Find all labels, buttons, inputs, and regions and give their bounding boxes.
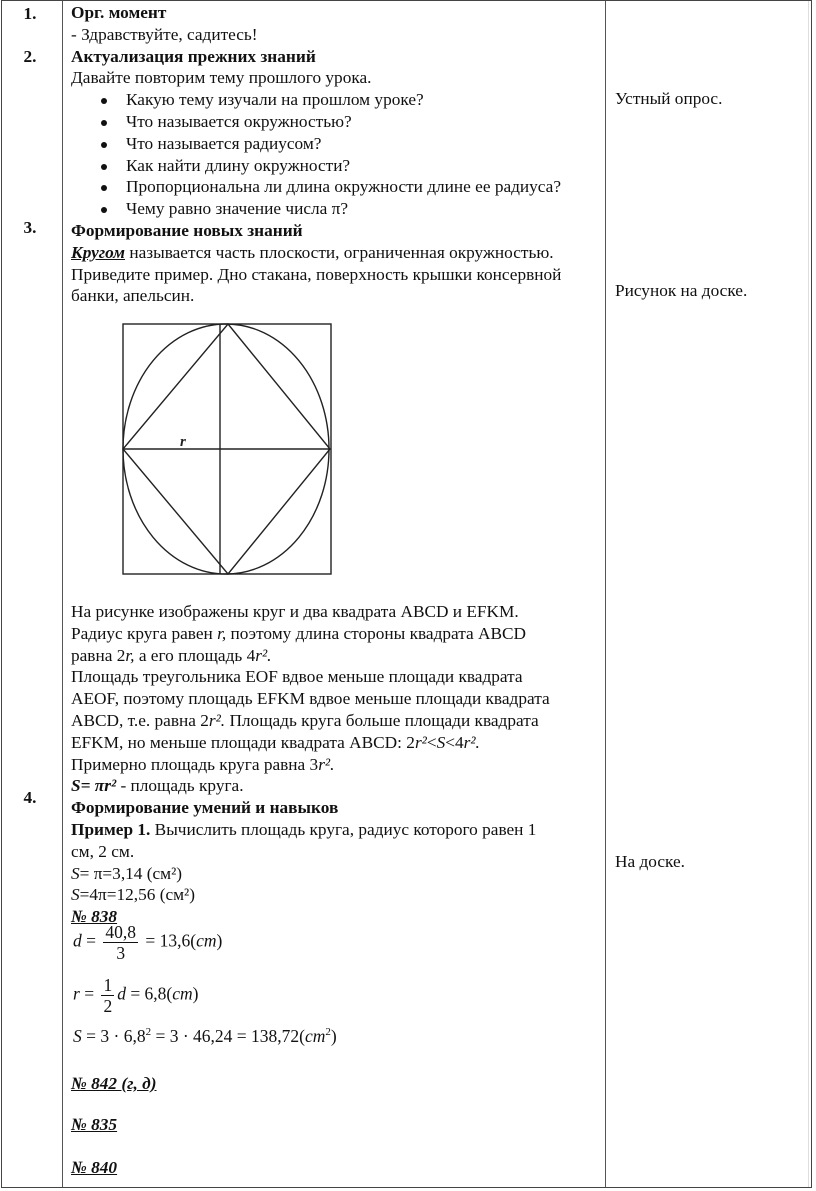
example-1-cont: см, 2 см. [71, 841, 135, 861]
definition-term: Кругом [71, 242, 126, 262]
list-item: Какую тему изучали на прошлом уроке? [71, 89, 599, 111]
calc-line-2: S=4π=12,56 (см²) [71, 885, 195, 905]
section-title-new-knowledge: Формирование новых знаний [71, 220, 303, 240]
explanation-line: Площадь треугольника EOF вдвое меньше площади квадрата [71, 667, 523, 687]
review-intro: Давайте повторим тему прошлого урока. [71, 68, 372, 88]
task-842: № 842 (г, д) [71, 1074, 157, 1093]
explanation-line: EFKM, но меньше площади квадрата ABCD: 2r²<S<4r². [71, 732, 480, 752]
radius-label: r [180, 434, 186, 450]
definition-rest: называется часть плоскости, ограниченная окружностью. [125, 242, 554, 262]
greeting-text: - Здравствуйте, садитесь! [71, 24, 258, 44]
section-title-review: Актуализация прежних знаний [71, 46, 316, 66]
explanation-line: Радиус круга равен r, поэтому длина стороны квадрата ABCD [71, 623, 527, 643]
list-item: Как найти длину окружности? [71, 155, 599, 177]
circle-squares-figure [122, 323, 332, 575]
lesson-content [71, 2, 599, 307]
list-item: Что называется радиусом? [71, 133, 599, 155]
equation-d: d = $\frac{40,8}{3}$ = 13,6(cm) [73, 922, 223, 963]
column-divider [62, 1, 63, 1187]
row-number-2: 2. [23, 47, 37, 66]
list-item: Пропорциональна ли длина окружности длине ее радиуса? [71, 176, 599, 198]
example-1: Пример 1. Вычислить площадь круга, радиус которого равен 1 [71, 819, 537, 839]
section-title-org: Орг. момент [71, 3, 167, 22]
column-divider [808, 1, 809, 1187]
task-835: № 835 [71, 1115, 118, 1134]
note-on-board: На доске. [615, 852, 685, 871]
row-number-3: 3. [23, 218, 37, 237]
explanation-block [71, 601, 599, 928]
calc-line-1: S= π=3,14 (см²) [71, 863, 183, 883]
explanation-line: ABCD, т.е. равна 2r². Площадь круга больше площади квадрата [71, 710, 539, 730]
task-838: № 838 [71, 907, 118, 927]
section-title-skills: Формирование умений и навыков [71, 798, 339, 818]
note-oral-survey: Устный опрос. [615, 89, 723, 108]
examples-line-2: банки, апельсин. [71, 286, 195, 306]
explanation-line: AEOF, поэтому площадь EFKM вдвое меньше площади квадрата [71, 689, 550, 709]
explanation-line: Примерно площадь круга равна 3r². [71, 754, 335, 774]
explanation-line: На рисунке изображены круг и два квадрата ABCD и EFKM. [71, 602, 519, 621]
list-item: Чему равно значение числа π? [71, 198, 599, 220]
review-questions-list [71, 89, 599, 220]
examples-line-1: Приведите пример. Дно стакана, поверхность крышки консервной [71, 264, 562, 284]
row-number-4: 4. [23, 788, 37, 807]
equation-s: $S = 3 \cdot 6,8^2 = 3 \cdot 46,24 = 138,72(cm^2)$ [73, 1026, 337, 1046]
explanation-line: равна 2r, а его площадь 4r². [71, 645, 272, 665]
row-number-1: 1. [23, 4, 37, 23]
note-drawing-on-board: Рисунок на доске. [615, 281, 748, 300]
definition-text [71, 242, 599, 264]
area-formula: S= πr² - площадь круга. [71, 776, 244, 796]
list-item: Что называется окружностью? [71, 111, 599, 133]
task-840: № 840 [71, 1158, 118, 1177]
equation-r: r = $\frac{1}{2}$ d = 6,8(cm) [73, 975, 199, 1016]
column-divider [605, 1, 606, 1187]
